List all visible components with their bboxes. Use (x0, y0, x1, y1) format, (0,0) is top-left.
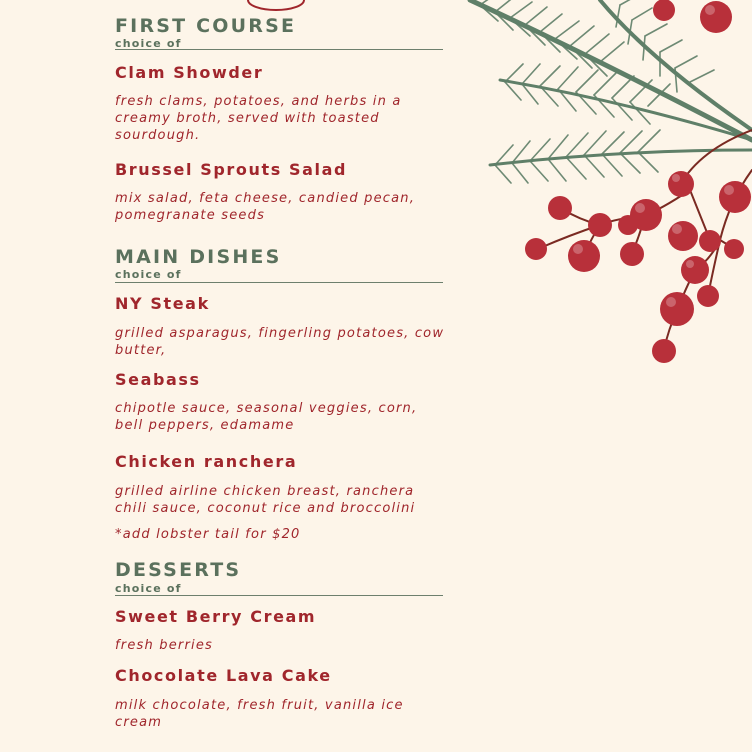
dish-description: chipotle sauce, seasonal veggies, corn, bell peppers, edamame (115, 401, 418, 433)
dish-name: Sweet Berry Cream (115, 607, 317, 626)
dish-description: milk chocolate, fresh fruit, vanilla ice cream (115, 698, 404, 730)
dish-name: Brussel Sprouts Salad (115, 160, 348, 179)
dish-name: Chocolate Lava Cake (115, 666, 332, 685)
red-berries-icon (525, 0, 751, 363)
section-title-first-course: FIRST COURSE (115, 15, 297, 37)
section-title-main-dishes: MAIN DISHES (115, 246, 282, 268)
dish-note: *add lobster tail for $20 (115, 527, 301, 542)
dish-description: fresh berries (115, 638, 213, 653)
dish-name: Clam Showder (115, 63, 264, 82)
dish-description: grilled airline chicken breast, ranchera chili sauce, coconut rice and broccolini (115, 484, 416, 516)
dish-name: NY Steak (115, 294, 210, 313)
section-subtitle: choice of (115, 268, 182, 281)
section-subtitle: choice of (115, 37, 182, 50)
section-subtitle: choice of (115, 582, 182, 595)
dish-name: Chicken ranchera (115, 452, 298, 471)
dish-description: grilled asparagus, fingerling potatoes, cow butter, (115, 326, 445, 358)
dish-description: fresh clams, potatoes, and herbs in a creamy broth, served with toasted sourdough. (115, 94, 402, 143)
section-title-desserts: DESSERTS (115, 559, 242, 581)
dish-description: mix salad, feta cheese, candied pecan, pomegranate seeds (115, 191, 416, 223)
dish-name: Seabass (115, 370, 201, 389)
